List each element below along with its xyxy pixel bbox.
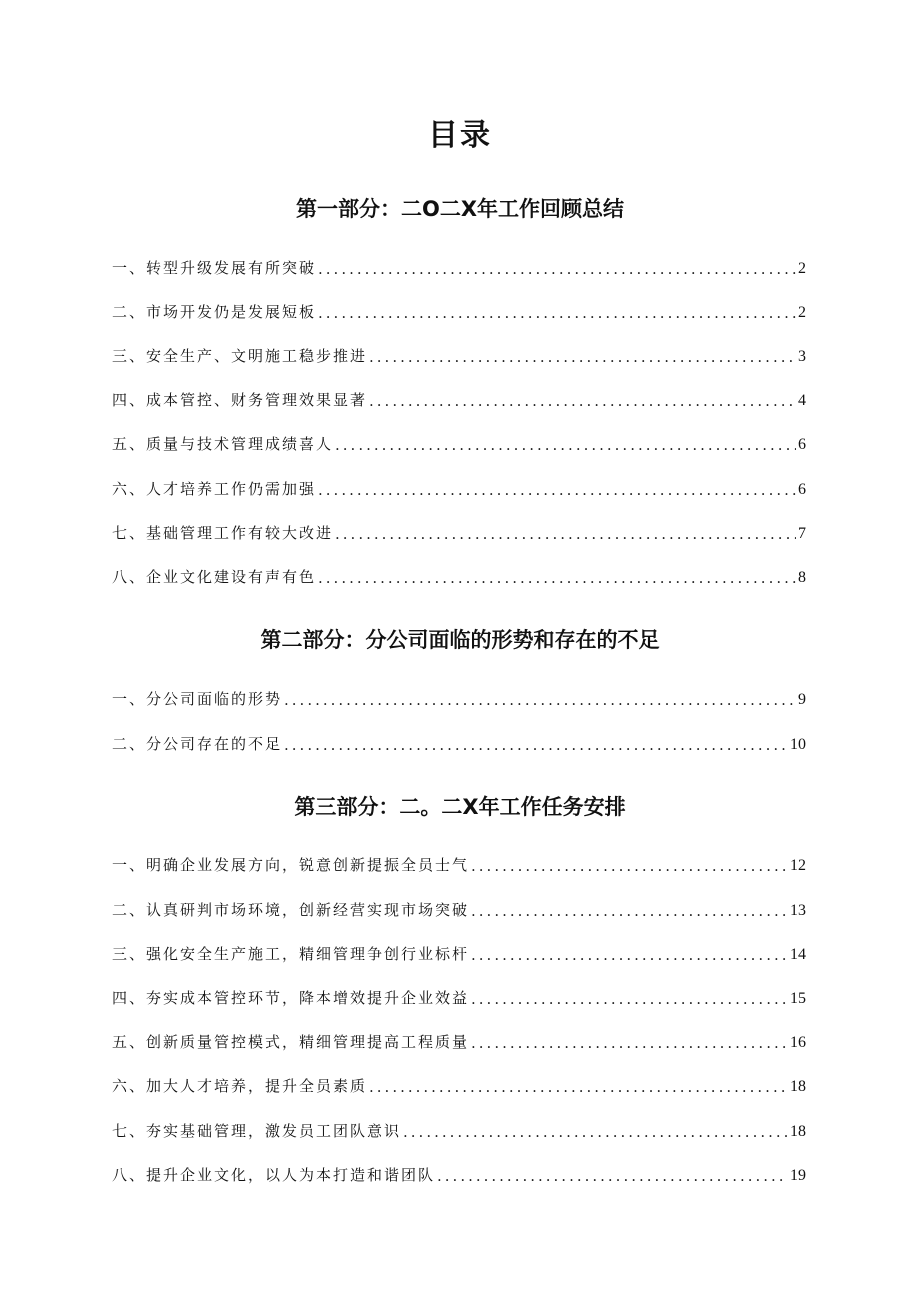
part-heading-3: 第三部分：二。二X年工作任务安排 (294, 795, 626, 819)
toc-entry-title: 八、企业文化建设有声有色 (112, 568, 317, 586)
toc-entry-page: 19 (790, 1167, 806, 1184)
toc-entry[interactable] (112, 386, 806, 410)
dot-leader (335, 436, 796, 454)
dot-leader (318, 569, 796, 587)
toc-entry-page: 15 (790, 990, 806, 1007)
dot-leader (318, 260, 796, 278)
toc-entry-page: 18 (790, 1123, 806, 1140)
dot-leader (369, 348, 796, 366)
toc-entry-title: 六、人才培养工作仍需加强 (112, 480, 317, 498)
dot-leader (318, 304, 796, 322)
toc-entry-page: 9 (798, 691, 806, 708)
toc-entry-title: 二、分公司存在的不足 (112, 735, 283, 753)
dot-leader (369, 392, 796, 410)
toc-entry-title: 一、分公司面临的形势 (112, 690, 283, 708)
toc-entry-page: 4 (798, 392, 806, 409)
dot-leader (471, 946, 788, 964)
toc-entry[interactable] (112, 896, 806, 920)
toc-entry[interactable] (112, 685, 806, 709)
toc-entry-title: 四、成本管控、财务管理效果显著 (112, 391, 368, 409)
dot-leader (403, 1123, 788, 1141)
toc-entry-page: 13 (790, 902, 806, 919)
toc-entry-page: 18 (790, 1078, 806, 1095)
toc-entry-page: 10 (790, 736, 806, 753)
toc-entry-title: 四、夯实成本管控环节，降本增效提升企业效益 (112, 989, 470, 1007)
toc-entry-title: 五、创新质量管控模式，精细管理提高工程质量 (112, 1033, 470, 1051)
dot-leader (318, 481, 796, 499)
toc-entry-title: 八、提升企业文化，以人为本打造和谐团队 (112, 1166, 436, 1184)
toc-entry[interactable] (112, 475, 806, 499)
toc-entry[interactable] (112, 563, 806, 587)
toc-entry[interactable] (112, 940, 806, 964)
toc-entry-page: 12 (790, 857, 806, 874)
toc-entry[interactable] (112, 1161, 806, 1185)
toc-entry[interactable] (112, 730, 806, 754)
toc-entry-page: 2 (798, 304, 806, 321)
toc-entry-page: 2 (798, 260, 806, 277)
toc-entry-page: 8 (798, 569, 806, 586)
toc-entry[interactable] (112, 1117, 806, 1141)
toc-entry[interactable] (112, 342, 806, 366)
toc-entry-title: 七、基础管理工作有较大改进 (112, 524, 334, 542)
dot-leader (335, 525, 796, 543)
toc-entry-page: 6 (798, 481, 806, 498)
toc-entry-title: 二、认真研判市场环境，创新经营实现市场突破 (112, 901, 470, 919)
toc-entry-page: 6 (798, 436, 806, 453)
toc-entry[interactable] (112, 984, 806, 1008)
part-heading-2: 第二部分：分公司面临的形势和存在的不足 (260, 628, 660, 652)
toc-entry-page: 3 (798, 348, 806, 365)
toc-entry[interactable] (112, 519, 806, 543)
dot-leader (471, 990, 788, 1008)
toc-entry-page: 16 (790, 1034, 806, 1051)
toc-entry[interactable] (112, 1028, 806, 1052)
toc-entry-title: 二、市场开发仍是发展短板 (112, 303, 317, 321)
toc-entry-title: 一、明确企业发展方向，锐意创新提振全员士气 (112, 856, 470, 874)
toc-entry[interactable] (112, 430, 806, 454)
toc-entry-title: 一、转型升级发展有所突破 (112, 259, 317, 277)
toc-entry[interactable] (112, 298, 806, 322)
toc-entry-title: 七、夯实基础管理，激发员工团队意识 (112, 1122, 402, 1140)
dot-leader (437, 1167, 788, 1185)
dot-leader (284, 691, 796, 709)
toc-entry-title: 六、加大人才培养，提升全员素质 (112, 1077, 368, 1095)
toc-entry-page: 7 (798, 525, 806, 542)
dot-leader (284, 736, 788, 754)
dot-leader (471, 902, 788, 920)
dot-leader (369, 1078, 788, 1096)
toc-entry[interactable] (112, 254, 806, 278)
dot-leader (471, 857, 788, 875)
part-heading-1: 第一部分：二O二X年工作回顾总结 (295, 197, 625, 221)
toc-entry-title: 三、强化安全生产施工，精细管理争创行业标杆 (112, 945, 470, 963)
toc-entry-title: 三、安全生产、文明施工稳步推进 (112, 347, 368, 365)
toc-entry-page: 14 (790, 946, 806, 963)
toc-title: 目录 (428, 118, 492, 153)
toc-entry-title: 五、质量与技术管理成绩喜人 (112, 435, 334, 453)
toc-entry[interactable] (112, 851, 806, 875)
dot-leader (471, 1034, 788, 1052)
toc-entry[interactable] (112, 1072, 806, 1096)
